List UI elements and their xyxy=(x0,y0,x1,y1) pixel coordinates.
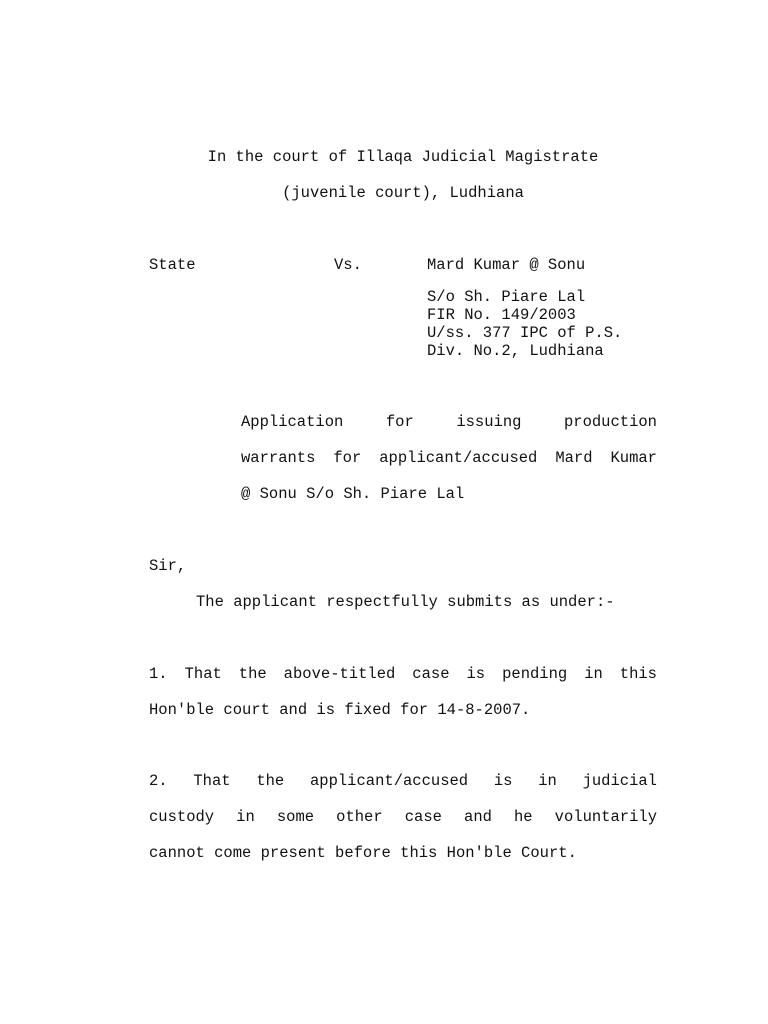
court-heading-line2: (juvenile court), Ludhiana xyxy=(282,184,524,202)
police-division: Div. No.2, Ludhiana xyxy=(427,342,604,360)
fir-number: FIR No. 149/2003 xyxy=(427,306,576,324)
paragraph-2-line1: 2. That the applicant/accused is in judicial xyxy=(149,772,657,790)
court-heading-line1: In the court of Illaqa Judicial Magistrate xyxy=(207,148,599,166)
accused-parentage: S/o Sh. Piare Lal xyxy=(427,288,586,306)
salutation: Sir, xyxy=(149,557,187,575)
paragraph-1-line2: Hon'ble court and is fixed for 14-8-2007. xyxy=(149,701,531,719)
accused-name: Mard Kumar @ Sonu xyxy=(427,256,586,274)
intro-line: The applicant respectfully submits as under:- xyxy=(196,593,615,611)
paragraph-1-line1: 1. That the above-titled case is pending in this xyxy=(149,665,657,683)
paragraph-2-line3: cannot come present before this Hon'ble Court. xyxy=(149,844,577,862)
subject-line2: warrants for applicant/accused Mard Kumar xyxy=(241,449,657,467)
party-state: State xyxy=(149,256,196,274)
subject-line3: @ Sonu S/o Sh. Piare Lal xyxy=(241,485,465,503)
subject-line1: Application for issuing production xyxy=(241,413,657,431)
versus-label: Vs. xyxy=(334,256,362,274)
sections-of-law: U/ss. 377 IPC of P.S. xyxy=(427,324,623,342)
paragraph-2-line2: custody in some other case and he voluntarily xyxy=(149,808,657,826)
